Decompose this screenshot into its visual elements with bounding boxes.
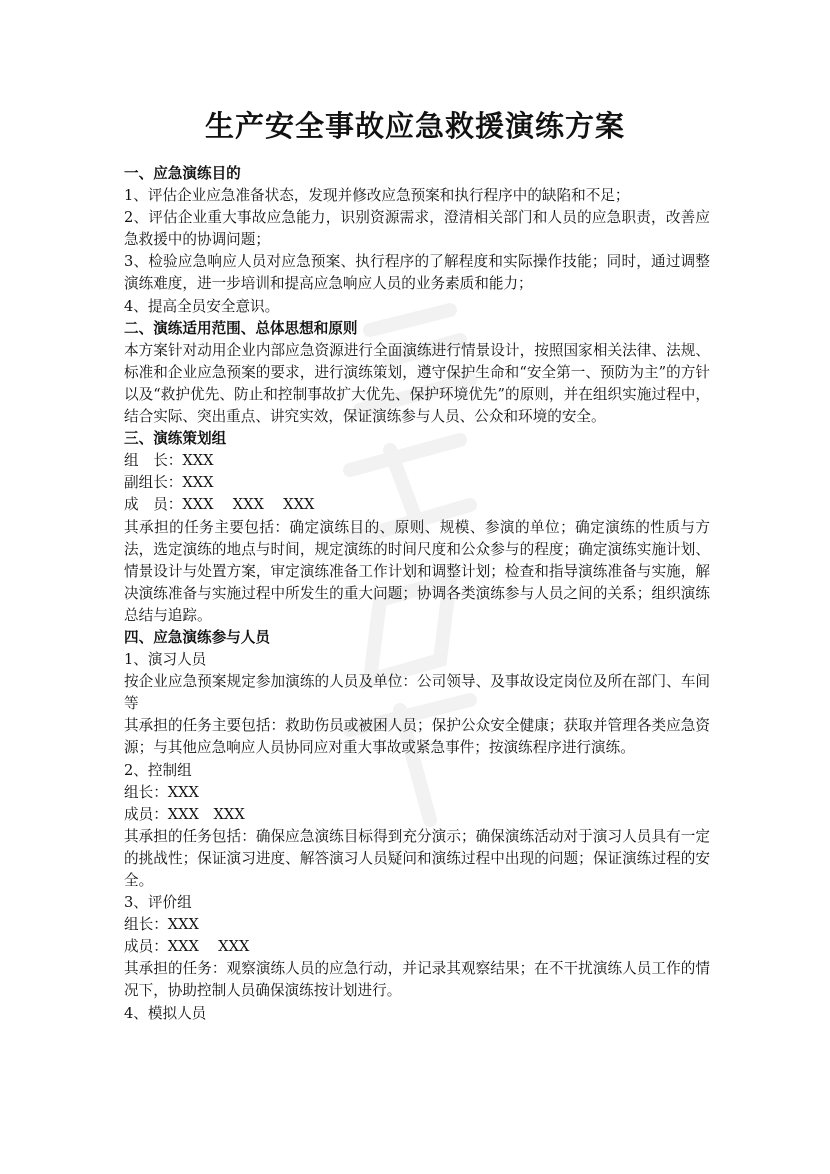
- section-heading: 二、演练适用范围、总体思想和原则: [124, 319, 358, 337]
- paragraph: 3、检验应急响应人员对应急预案、执行程序的了解程度和实际操作技能；同时，通过调整演练难度，进一步培训和提高应急响应人员的业务素质和能力；: [124, 253, 710, 293]
- document-body: [124, 163, 710, 1025]
- paragraph: 本方案针对动用企业内部应急资源进行全面演练进行情景设计，按照国家相关法律、法规、标准和企业应急预案的要求，进行演练策划，遵守保护生命和“安全第一、预防为主”的方针以及“救护优先、防止和控制事故扩大优先、保护环境优先”的原则，并在组织实施过程中，结合实际、突出重点、讲究实效，保证演练参与人员、公众和环境的安全。: [124, 341, 710, 426]
- page-title: 生产安全事故应急救援演练方案: [204, 109, 625, 143]
- paragraph: 按企业应急预案规定参加演练的人员及单位：公司领导、及事故设定岗位及所在部门、车间等: [124, 673, 710, 713]
- paragraph: 组长：XXX: [124, 916, 199, 934]
- paragraph: 其承担的任务主要包括：救助伤员或被困人员；保护公众安全健康；获取并管理各类应急资源；与其他应急响应人员协同应对重大事故或紧急事件；按演练程序进行演练。: [124, 717, 710, 757]
- paragraph: 3、评价组: [124, 894, 192, 912]
- paragraph: 1、评估企业应急准备状态，发现并修改应急预案和执行程序中的缺陷和不足；: [124, 187, 630, 205]
- paragraph: 其承担的任务包括：确保应急演练目标得到充分演示；确保演练活动对于演习人员具有一定的挑战性；保证演习进度、解答演习人员疑问和演练过程中出现的问题；保证演练过程的安全。: [124, 827, 710, 889]
- paragraph: 2、评估企业重大事故应急能力，识别资源需求，澄清相关部门和人员的应急职责，改善应急救援中的协调问题；: [124, 209, 710, 249]
- paragraph: 成 员：XXX XXX XXX: [124, 496, 315, 514]
- paragraph: 1、演习人员: [124, 651, 207, 669]
- paragraph: 组 长：XXX: [124, 452, 214, 470]
- paragraph: 2、控制组: [124, 761, 192, 779]
- paragraph: 成员：XXX XXX: [124, 805, 245, 823]
- paragraph: 4、提高全员安全意识。: [124, 297, 280, 315]
- paragraph: 4、模拟人员: [124, 1004, 207, 1022]
- paragraph: 其承担的任务主要包括：确定演练目的、原则、规模、参演的单位；确定演练的性质与方法，选定演练的地点与时间，规定演练的时间尺度和公众参与的程度；确定演练实施计划、情景设计与处置方案，审定演练准备工作计划和调整计划；检查和指导演练准备与实施，解决演练准备与实施过程中所发生的重大问题；协调各类演练参与人员之间的关系；组织演练总结与追踪。: [124, 518, 710, 624]
- section-heading: 四、应急演练参与人员: [124, 628, 270, 646]
- section-heading: 一、应急演练目的: [124, 165, 241, 182]
- section-heading: 三、演练策划组: [124, 430, 227, 448]
- paragraph: 组长：XXX: [124, 783, 199, 801]
- paragraph: 副组长：XXX: [124, 474, 214, 492]
- paragraph: 成员：XXX XXX: [124, 938, 250, 956]
- paragraph: 其承担的任务：观察演练人员的应急行动，并记录其观察结果；在不干扰演练人员工作的情况下，协助控制人员确保演练按计划进行。: [124, 960, 710, 1000]
